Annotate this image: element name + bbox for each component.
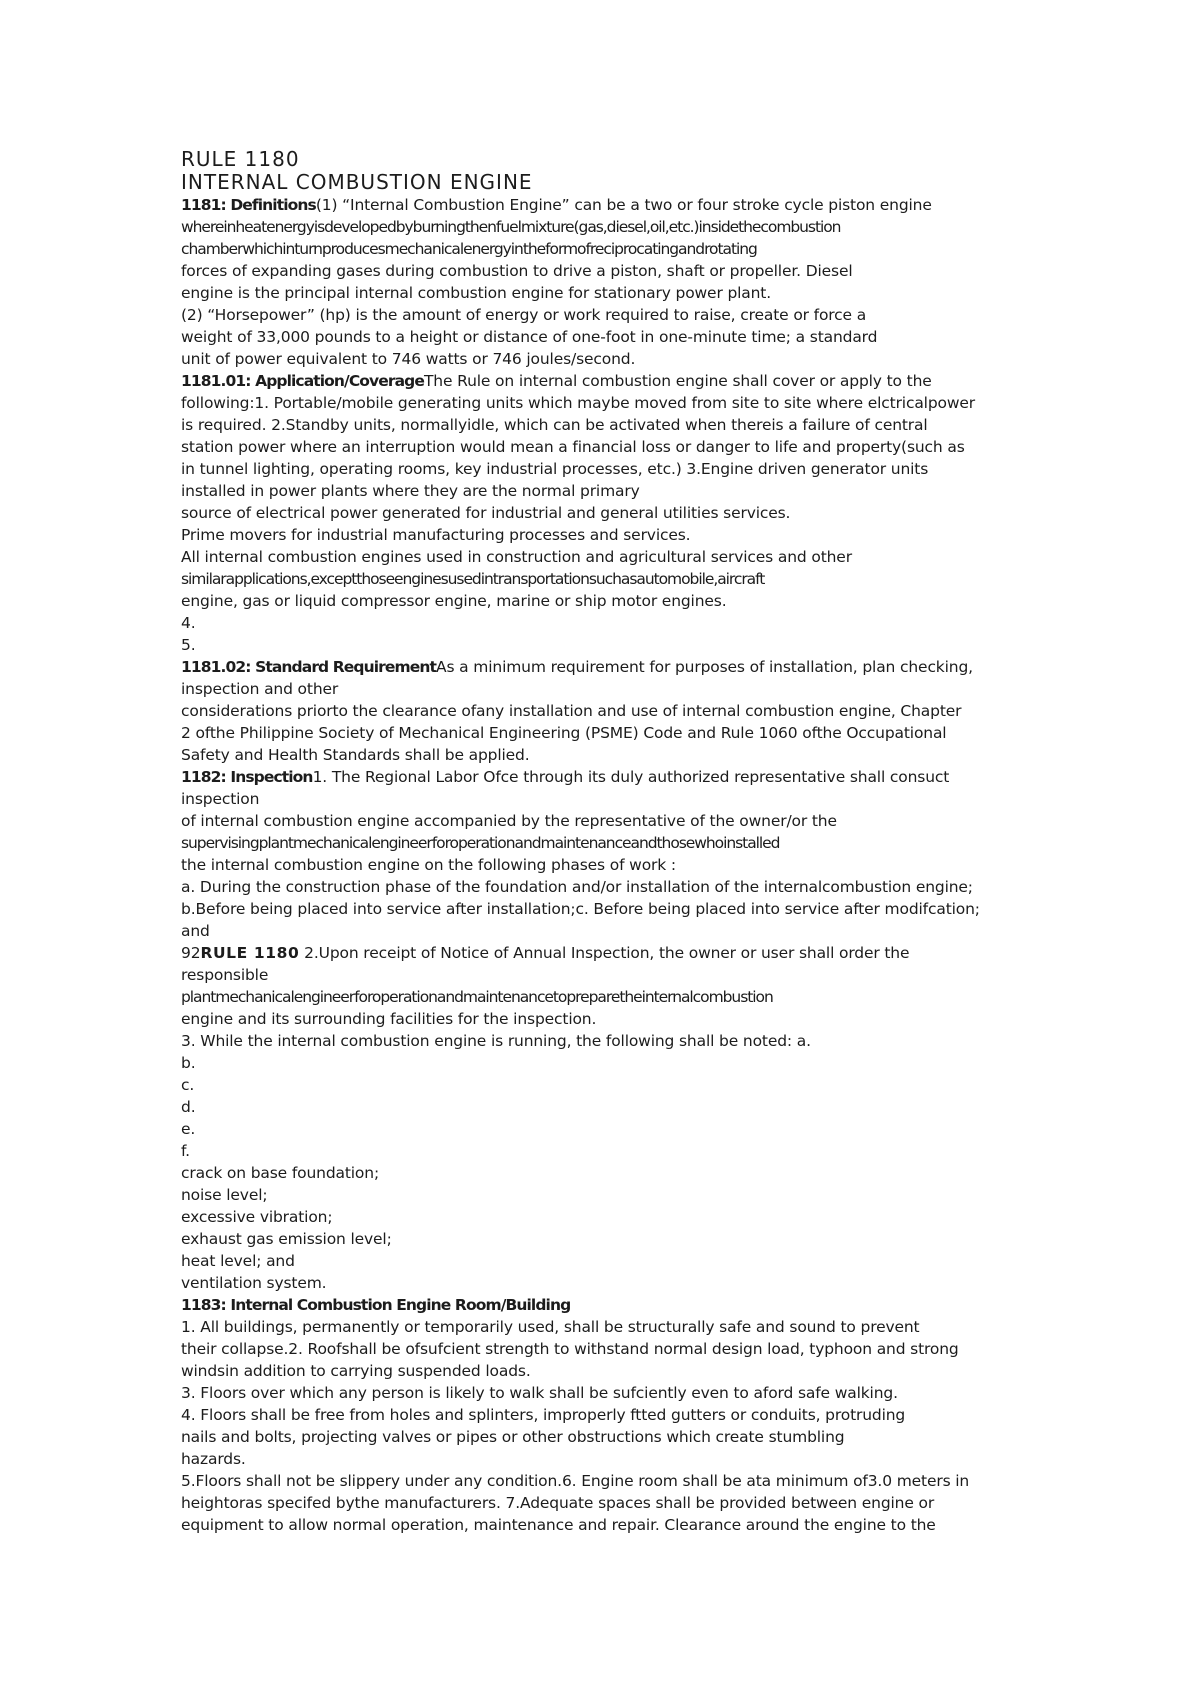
list-item: ventilation system. — [181, 1274, 327, 1292]
text-run: 1. The Regional Labor Ofce through its duly authorized representative shall consuct — [312, 768, 950, 786]
text-line: equipment to allow normal operation, maintenance and repair. Clearance around the engine to the — [181, 1516, 936, 1534]
text-line: windsin addition to carrying suspended loads. — [181, 1362, 531, 1380]
list-item: noise level; — [181, 1186, 268, 1204]
list-marker: d. — [181, 1098, 196, 1116]
text-line: 3. Floors over which any person is likely to walk shall be sufciently even to aford safe walking. — [181, 1384, 898, 1402]
coverage-line — [181, 370, 1061, 392]
page-number: 92 — [181, 944, 201, 962]
section-heading-1181-02: 1181.02: Standard Requirement — [181, 658, 437, 676]
list-marker: 5. — [181, 636, 196, 654]
rule-title: INTERNAL COMBUSTION ENGINE — [181, 170, 533, 194]
list-item: excessive vibration; — [181, 1208, 333, 1226]
text-line: a. During the construction phase of the foundation and/or installation of the internalcombustion engine; — [181, 878, 973, 896]
text-line: in tunnel lighting, operating rooms, key industrial processes, etc.) 3.Engine driven generator units — [181, 460, 929, 478]
text-line: engine is the principal internal combustion engine for stationary power plant. — [181, 284, 772, 302]
text-line: whereinheatenergyisdevelopedbyburningthenfuelmixture(gas,diesel,oil,etc.)insidethecombustion — [181, 218, 841, 236]
text-line: source of electrical power generated for industrial and general utilities services. — [181, 504, 791, 522]
running-header: RULE 1180 — [200, 944, 300, 962]
text-line: 2 ofthe Philippine Society of Mechanical Engineering (PSME) Code and Rule 1060 ofthe Occupational — [181, 724, 947, 742]
text-run: The Rule on internal combustion engine shall cover or apply to the — [423, 372, 932, 390]
list-marker: f. — [181, 1142, 190, 1160]
inspection-line — [181, 766, 1061, 788]
text-line: station power where an interruption would mean a financial loss or danger to life and property(such as — [181, 438, 965, 456]
definitions-line — [181, 194, 1061, 216]
text-line: All internal combustion engines used in construction and agricultural services and other — [181, 548, 852, 566]
text-line: (2) “Horsepower” (hp) is the amount of energy or work required to raise, create or force a — [181, 306, 867, 324]
text-line: considerations priorto the clearance ofany installation and use of internal combustion engine, Chapter — [181, 702, 962, 720]
section-heading-1182: 1182: Inspection — [181, 768, 313, 786]
text-line: b.Before being placed into service after installation;c. Before being placed into service after modifcation; — [181, 900, 980, 918]
text-line: and — [181, 922, 210, 940]
text-line: engine and its surrounding facilities for the inspection. — [181, 1010, 597, 1028]
text-run: 2.Upon receipt of Notice of Annual Inspection, the owner or user shall order the — [299, 944, 910, 962]
text-line: supervisingplantmechanicalengineerforoperationandmaintenanceandthosewhoinstalled — [181, 834, 780, 852]
text-run: As a minimum requirement for purposes of installation, plan checking, — [436, 658, 973, 676]
text-line: weight of 33,000 pounds to a height or distance of one-foot in one-minute time; a standard — [181, 328, 878, 346]
text-line: 3. While the internal combustion engine is running, the following shall be noted: a. — [181, 1032, 811, 1050]
text-line: 1. All buildings, permanently or temporarily used, shall be structurally safe and sound to prevent — [181, 1318, 920, 1336]
text-line: inspection — [181, 790, 260, 808]
rule-number: RULE 1180 — [181, 147, 300, 171]
text-line: heightoras specifed bythe manufacturers. 7.Adequate spaces shall be provided between engine or — [181, 1494, 935, 1512]
list-marker: 4. — [181, 614, 196, 632]
document-body — [181, 148, 1061, 1536]
text-run: (1) “Internal Combustion Engine” can be a two or four stroke cycle piston engine — [315, 196, 932, 214]
text-line: unit of power equivalent to 746 watts or 746 joules/second. — [181, 350, 636, 368]
list-marker: c. — [181, 1076, 195, 1094]
text-line: 5.Floors shall not be slippery under any condition.6. Engine room shall be ata minimum of3.0 meters in — [181, 1472, 970, 1490]
list-item: heat level; and — [181, 1252, 295, 1270]
text-line: Prime movers for industrial manufacturing processes and services. — [181, 526, 691, 544]
section-heading-1181: 1181: Definitions — [181, 196, 316, 214]
text-line: installed in power plants where they are the normal primary — [181, 482, 640, 500]
text-line: 4. Floors shall be free from holes and splinters, improperly ftted gutters or conduits, protruding — [181, 1406, 906, 1424]
text-line: the internal combustion engine on the following phases of work : — [181, 856, 676, 874]
list-marker: b. — [181, 1054, 196, 1072]
section-heading-1183: 1183: Internal Combustion Engine Room/Building — [181, 1296, 571, 1314]
requirement-line — [181, 656, 1061, 678]
list-marker: e. — [181, 1120, 196, 1138]
text-line: similarapplications,exceptthoseenginesusedintransportationsuchasautomobile,aircraft — [181, 570, 765, 588]
text-line: inspection and other — [181, 680, 339, 698]
text-line: nails and bolts, projecting valves or pipes or other obstructions which create stumbling — [181, 1428, 845, 1446]
section-heading-1181-01: 1181.01: Application/Coverage — [181, 372, 424, 390]
text-line: responsible — [181, 966, 269, 984]
text-line: following:1. Portable/mobile generating units which maybe moved from site to site where elctricalpower — [181, 394, 975, 412]
list-item: exhaust gas emission level; — [181, 1230, 392, 1248]
text-line: of internal combustion engine accompanied by the representative of the owner/or the — [181, 812, 837, 830]
engine-room-line — [181, 1294, 1061, 1316]
text-line: Safety and Health Standards shall be applied. — [181, 746, 530, 764]
text-line: engine, gas or liquid compressor engine, marine or ship motor engines. — [181, 592, 727, 610]
list-item: crack on base foundation; — [181, 1164, 380, 1182]
text-line: plantmechanicalengineerforoperationandmaintenancetopreparetheinternalcombustion — [181, 988, 773, 1006]
text-line: forces of expanding gases during combustion to drive a piston, shaft or propeller. Diesel — [181, 262, 853, 280]
text-line: chamberwhichinturnproducesmechanicalenergyintheformofreciprocatingandrotating — [181, 240, 757, 258]
text-line: their collapse.2. Roofshall be ofsufcient strength to withstand normal design load, typhoon and strong — [181, 1340, 959, 1358]
text-line: is required. 2.Standby units, normallyidle, which can be activated when thereis a failure of central — [181, 416, 928, 434]
text-line: hazards. — [181, 1450, 246, 1468]
page-break-line — [181, 942, 1061, 964]
